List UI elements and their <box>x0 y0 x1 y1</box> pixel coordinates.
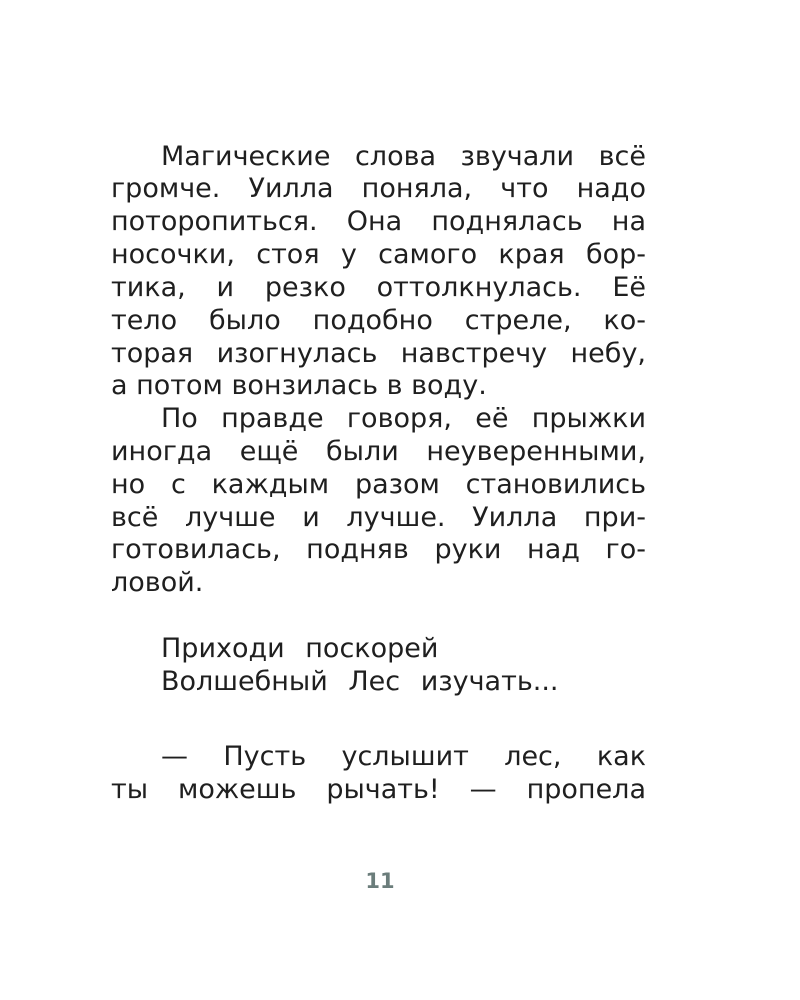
paragraph-2-line-6: ловой. <box>111 567 204 598</box>
paragraph-1-line-7: торая изогнулась навстречу небу, <box>111 338 646 369</box>
verse-line-2: Волшебный Лес изучать... <box>161 666 559 697</box>
paragraph-1-line-2: громче. Уилла поняла, что надо <box>111 173 646 204</box>
verse-line-1: Приходи поскорей <box>161 633 439 664</box>
page-number: 11 <box>365 869 395 893</box>
paragraph-1-line-6: тело было подобно стреле, ко- <box>111 305 646 336</box>
paragraph-3-line-1: — Пусть услышит лес, как <box>161 741 646 772</box>
paragraph-2-line-4: всё лучше и лучше. Уилла при- <box>111 502 646 533</box>
paragraph-2-line-5: готовилась, подняв руки над го- <box>111 534 646 565</box>
paragraph-1-line-5: тика, и резко оттолкнулась. Её <box>111 272 646 303</box>
paragraph-1-line-1: Магические слова звучали всё <box>161 141 646 172</box>
paragraph-1-line-4: носочки, стоя у самого края бор- <box>111 239 646 270</box>
paragraph-3-line-2: ты можешь рычать! — пропела <box>111 774 646 805</box>
paragraph-1-line-8: а потом вонзилась в воду. <box>111 370 487 401</box>
paragraph-2-line-1: По правде говоря, её прыжки <box>161 403 646 434</box>
paragraph-2-line-2: иногда ещё были неуверенными, <box>111 436 646 467</box>
paragraph-1-line-3: поторопиться. Она поднялась на <box>111 206 646 237</box>
paragraph-2-line-3: но с каждым разом становились <box>111 469 646 500</box>
